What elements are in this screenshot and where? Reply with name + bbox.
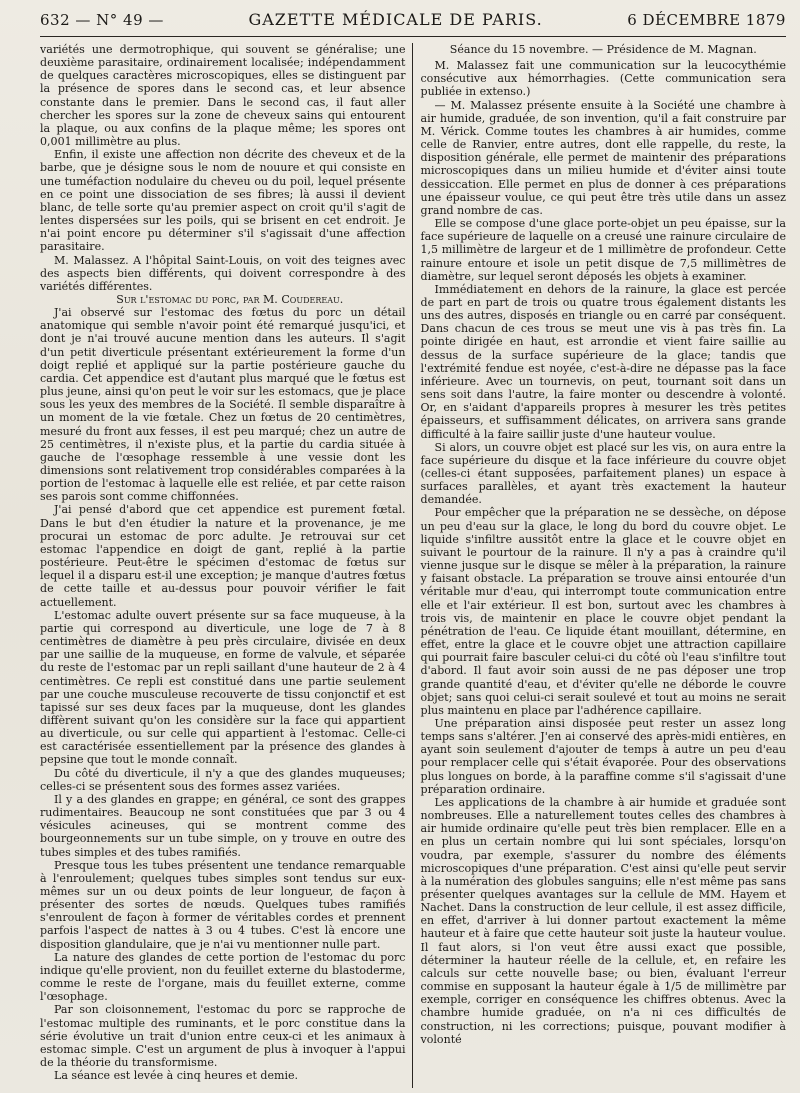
paragraph: La nature des glandes de cette portion de l'estomac du porc indique qu'elle provient, non du feuillet externe du blastoderme, comme le reste de l'organe, mais du feuillet externe, comme l'œsophage. bbox=[40, 950, 406, 1004]
session-heading: Séance du 15 novembre. — Présidence de M. Magnan. bbox=[449, 43, 757, 56]
paragraph: — M. Malassez présente ensuite à la Société une chambre à air humide, graduée, de son invention, qu'il a fait construire par M. Vérick. Comme toutes les chambres à air humides, comme celle de Ranvier, entre autres, dont elle rappelle, du reste, la disposition générale, elle permet de maintenir des préparations microscopiques dans un milieu humide et d'éviter ainsi toute dessiccation. Elle permet en plus de donner à ces préparations une épaisseur voulue, ce qui peut être très utile dans un assez grand nombre de cas. bbox=[420, 98, 786, 217]
paragraph: Si alors, un couvre objet est placé sur les vis, on aura entre la face supérieure du disque et la face inférieure du couvre objet (celles-ci étant supposées, parfaitement planes) un espace à surfaces parallèles, et ayant très exactement la hauteur demandée. bbox=[420, 440, 786, 507]
paragraph: Immédiatement en dehors de la rainure, la glace est percée de part en part de trois ou quatre trous également distants les uns des autres, disposés en triangle ou en carré par conséquent. Dans chacun de ces trous se meut une vis à pas très fin. La pointe dirigée en haut, est arrondie et vient faire saillie au dessus de la surface supérieure de la glace; tandis que l'extrémité fendue est noyée, c'est-à-dire ne dépasse pas la face inférieure. Avec un tournevis, on peut, tournant soit dans un sens soit dans l'autre, la faire monter ou descendre à volonté. Or, en s'aidant d'appareils propres à mesurer les très petites épaisseurs, et suffisamment délicates, on arrivera sans grande difficulté à la faire saillir juste d'une hauteur voulue. bbox=[420, 282, 786, 441]
paragraph: J'ai pensé d'abord que cet appendice est purement fœtal. Dans le but d'en étudier la nature et la provenance, je me procurai un estomac de porc adulte. Je retrouvai sur cet estomac l'appendice en doigt de gant, replié à la partie postérieure. Peut-être le spécimen d'estomac de fœtus sur lequel il a disparu est-il une exception; je manque d'autres fœtus de cette taille et au-dessus pour pouvoir vérifier le fait actuellement. bbox=[40, 503, 406, 609]
paragraph: M. Malassez fait une communication sur la leucocythémie consécutive aux hémorrhagies. (Cette communication sera publiée in extenso.) bbox=[420, 59, 786, 99]
paragraph: L'estomac adulte ouvert présente sur sa face muqueuse, à la partie qui correspond au diverticule, une loge de 7 à 8 centimètres de diamètre à peu près circulaire, divisée en deux par une saillie de la muqueuse, en forme de valvule, et séparée du reste de l'estomac par un repli saillant d'une hauteur de 2 à 4 centimètres. Ce repli est constitué dans une partie seulement par une couche musculeuse recouverte de tissu conjonctif et est tapissé sur ses deux faces par la muqueuse, dont les glandes diffèrent suivant qu'on les considère sur la face qui appartient au diverticule, ou sur celle qui appartient à l'estomac. Celle-ci est caractérisée essentiellement par la présence des glandes à pepsine que tout le monde connaît. bbox=[40, 608, 406, 767]
journal-title: GAZETTE MÉDICALE DE PARIS. bbox=[248, 10, 543, 29]
paragraph: Pour empêcher que la préparation ne se dessèche, on dépose un peu d'eau sur la glace, le long du bord du couvre objet. Le liquide s'infiltre aussitôt entre la glace et le couvre objet en suivant le pourtour de la rainure. Il n'y a pas à craindre qu'il vienne jusque sur le disque se mêler à la préparation, la rainure y faisant obstacle. La préparation se trouve ainsi entourée d'un véritable mur d'eau, qui interrompt toute communication entre elle et l'air extérieur. Il est bon, surtout avec les chambres à trois vis, de maintenir en place le couvre objet pendant la pénétration de l'eau. Ce liquide étant mouillant, détermine, en effet, entre la glace et le couvre objet une attraction capillaire qui pourrait faire basculer celui-ci du côté où l'eau s'infiltre tout d'abord. Il faut avoir soin aussi de ne pas déposer une trop grande quantité d'eau, et d'éviter qu'elle ne déborde le couvre objet; sans quoi celui-ci serait soulevé et tout au moins ne serait plus maintenu en place par l'adhérence capillaire. bbox=[420, 506, 786, 717]
paragraph: Du côté du diverticule, il n'y a que des glandes muqueuses; celles-ci se présentent sous des formes assez variées. bbox=[40, 766, 406, 793]
paragraph: Une préparation ainsi disposée peut rester un assez long temps sans s'altérer. J'en ai conservé des après-midi entières, en ayant soin seulement d'ajouter de temps à autre un peu d'eau pour remplacer celle qui s'était évaporée. Pour des observations plus longues on borde, à la paraffine comme s'il s'agissait d'une préparation ordinaire. bbox=[420, 716, 786, 796]
issue-date: 6 DÉCEMBRE 1879 bbox=[627, 11, 786, 29]
page-number: 632 — N° 49 — bbox=[40, 11, 164, 29]
paragraph: Presque tous les tubes présentent une tendance remarquable à l'enroulement; quelques tubes simples sont tendus sur eux-mêmes sur un ou deux points de leur longueur, de façon à présenter des sortes de nœuds. Quelques tubes ramifiés s'enroulent de façon à former de véritables cordes et prennent parfois l'aspect de nattes à 3 ou 4 tubes. C'est là encore une disposition glandulaire, que je n'ai vu mentionner nulle part. bbox=[40, 858, 406, 951]
paragraph: Les applications de la chambre à air humide et graduée sont nombreuses. Elle a naturellement toutes celles des chambres à air humide ordinaire qu'elle peut très bien remplacer. Elle en a en plus un certain nombre qui lui sont spéciales, lorsqu'on voudra, par exemple, s'assurer du nombre des éléments microscopiques d'une préparation. C'est ainsi qu'elle peut servir à la numération des globules sanguins; elle n'est même pas sans présenter quelques avantages sur la cellule de MM. Hayem et Nachet. Dans la construction de leur cellule, il est assez difficile, en effet, d'arriver à lui donner partout exactement la même hauteur et à faire que cette hauteur soit juste la hauteur voulue. Il faut alors, si l'on veut être aussi exact que possible, déterminer la hauteur réelle de la cellule, et, en refaire les calculs sur cette nouvelle base; ou bien, évaluant l'erreur commise en supposant la hauteur égale à 1/5 de millimètre par exemple, corriger en conséquence les chiffres obtenus. Avec la chambre humide graduée, on n'a ni ces difficultés de construction, ni les corrections; puisque, pouvant modifier à volonté bbox=[420, 795, 786, 1046]
paragraph: J'ai observé sur l'estomac des fœtus du porc un détail anatomique qui semble n'avoir point été remarqué jusqu'ici, et dont je n'ai trouvé aucune mention dans les auteurs. Il s'agit d'un petit diverticule présentant extérieurement la forme d'un doigt replié et appliqué sur la partie postérieure gauche du cardia. Cet appendice est d'autant plus marqué que le fœtus est plus jeune, ainsi qu'on peut le voir sur les estomacs, que je place sous les yeux des membres de la Société. Il semble disparaître à un moment de la vie fœtale. Chez un fœtus de 20 centimètres, mesuré du front aux fesses, il est peu marqué; chez un autre de 25 centimètres, il n'existe plus, et la partie du cardia située à gauche de l'œsophage ressemble à une vessie dont les dimensions sont relativement trop considérables comparées à la portion de l'estomac à laquelle elle est reliée, et par cette raison ses parois sont comme chiffonnées. bbox=[40, 306, 406, 504]
section-title: Sur l'estomac du porc, par M. Coudereau. bbox=[116, 292, 344, 306]
left-column bbox=[40, 43, 412, 1088]
paragraph: variétés une dermotrophique, qui souvent se généralise; une deuxième parasitaire, ordinairement localisée; indépendamment de quelques caractères microscopiques, elles se distinguent par la présence de spores dans le second cas, et leur absence constante dans le premier. Dans le second cas, il faut aller chercher les spores sur la zone de cheveux sains qui entourent la plaque, ou aux confins de la plaque même; les spores ont 0,001 millimètre au plus. bbox=[40, 43, 406, 149]
paragraph: M. Malassez. A l'hôpital Saint-Louis, on voit des teignes avec des aspects bien différents, qui doivent correspondre à des variétés différentes. bbox=[40, 253, 406, 293]
paragraph: Elle se compose d'une glace porte-objet un peu épaisse, sur la face supérieure de laquelle on a creusé une rainure circulaire de 1,5 millimètre de largeur et de 1 millimètre de profondeur. Cette rainure entoure et isole un petit disque de 7,5 millimètres de diamètre, sur lequel seront déposés les objets à examiner. bbox=[420, 217, 786, 283]
closing-line: La séance est levée à cinq heures et demie. bbox=[54, 1069, 299, 1083]
page-header bbox=[40, 10, 786, 37]
right-column bbox=[412, 43, 787, 1088]
paragraph: Il y a des glandes en grappe; en général, ce sont des grappes rudimentaires. Beaucoup ne sont constituées que par 3 ou 4 vésicules acineuses, qui se montrent comme des bourgeonnements sur un tube simple, on y trouve en outre des tubes simples et des tubes ramifiés. bbox=[40, 792, 406, 859]
paragraph: Enfin, il existe une affection non décrite des cheveux et de la barbe, que je désigne sous le nom de nouure et qui consiste en une tuméfaction nodulaire du cheveu ou du poil, lequel présente en ce point une dissociation de ses fibres; là aussi il devient blanc, de telle sorte qu'au premier aspect on croit qu'il s'agit de lentes dispersées sur les poils, qui se brisent en cet endroit. Je n'ai point encore pu déterminer s'il s'agissait d'une affection parasitaire. bbox=[40, 148, 406, 254]
paragraph: Par son cloisonnement, l'estomac du porc se rapproche de l'estomac multiple des ruminants, et le porc constitue dans la série évolutive un trait d'union entre ceux-ci et les animaux à estomac simple. C'est un argument de plus à invoquer à l'appui de la théorie du transformisme. bbox=[40, 1003, 406, 1070]
text-columns bbox=[40, 43, 786, 1088]
